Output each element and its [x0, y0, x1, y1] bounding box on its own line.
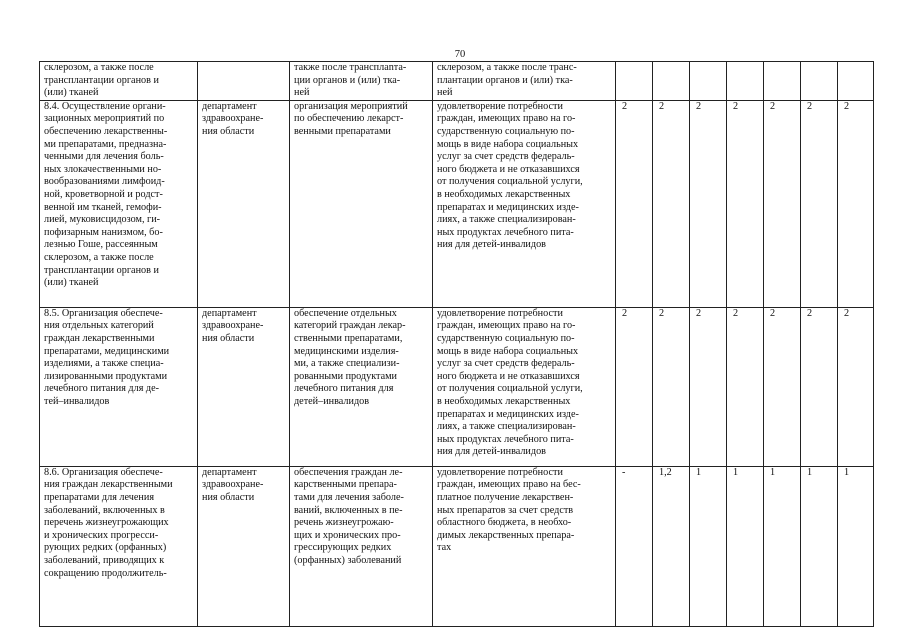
value-cell: - — [616, 466, 653, 626]
executor-cell: департамент здравоохране- ния области — [198, 466, 290, 626]
executor-cell: департамент здравоохране- ния области — [198, 307, 290, 466]
value-cell: 1 — [764, 466, 801, 626]
task-cell: 8.6. Организация обеспече- ния граждан лекарственными препаратами для лечения заболеваний, включенных в перечень жизнеугрожающих и хронических прогресси- рующих редких (орфанных) заболеваний, приводящих к сокращению продолжитель- — [40, 466, 198, 626]
value-cell: 2 — [838, 307, 874, 466]
value-cell: 2 — [653, 307, 690, 466]
value-cell — [727, 62, 764, 101]
activity-cell: организация мероприятий по обеспечению лекарст- венными препаратами — [290, 100, 433, 307]
value-cell: 2 — [727, 307, 764, 466]
task-cell: склерозом, а также после трансплантации органов и (или) тканей — [40, 62, 198, 101]
table-row — [40, 466, 874, 626]
value-cell: 2 — [690, 307, 727, 466]
value-cell: 1 — [727, 466, 764, 626]
table-row — [40, 62, 874, 101]
outcome-cell: удовлетворение потребности граждан, имеющих право на бес- платное получение лекарствен- ных препаратов за счет средств областного бюджета, в необхо- димых лекарственных препара- тах — [433, 466, 616, 626]
executor-cell: департамент здравоохране- ния области — [198, 100, 290, 307]
activity-cell: обеспечение отдельных категорий граждан лекар- ственными препаратами, медицинскими изделия- ми, а также специализи- рованными продуктами лечебного питания для детей–инвалидов — [290, 307, 433, 466]
value-cell — [653, 62, 690, 101]
value-cell: 2 — [764, 100, 801, 307]
value-cell: 1 — [690, 466, 727, 626]
value-cell: 2 — [838, 100, 874, 307]
activity-cell: также после трансплanта- ции органов и (или) тка- ней — [290, 62, 433, 101]
outcome-cell: склерозом, а также после транс- плантации органов и (или) тка- ней — [433, 62, 616, 101]
activity-cell: обеспечения граждан ле- карственными препара- тами для лечения заболе- ваний, включенных в пе- речень жизнеугрожаю- щих и хронических про- грессирующих редких (орфанных) заболеваний — [290, 466, 433, 626]
value-cell: 2 — [653, 100, 690, 307]
value-cell: 1,2 — [653, 466, 690, 626]
outcome-cell: удовлетворение потребности граждан, имеющих право на го- сударственную социальную по- мощь в виде набора социальных услуг за счет средств федераль- ного бюджета и не отказавшихся от получения социальной услуги, в необходимых лекарственных препаратах и медицинских изде- лиях, а также специализирован- ных продуктах лечебного пита- ния для детей-инвалидов — [433, 100, 616, 307]
value-cell: 2 — [801, 307, 838, 466]
value-cell: 2 — [727, 100, 764, 307]
value-cell: 2 — [616, 307, 653, 466]
value-cell: 2 — [801, 100, 838, 307]
value-cell — [690, 62, 727, 101]
value-cell: 1 — [838, 466, 874, 626]
value-cell — [838, 62, 874, 101]
program-table — [39, 61, 874, 627]
task-cell: 8.4. Осуществление органи- зационных мероприятий по обеспечению лекарственны- ми препаратами, предназна- ченными для лечения боль- ных злокачественными но- вообразованиями лимфоид- ной, кроветворной и родст- венной им тканей, гемофи- лией, муковисцидозом, ги- пофизарным нанизмом, бо- лезнью Гоше, рассеянным склерозом, а также после трансплантации органов и (или) тканей — [40, 100, 198, 307]
value-cell — [801, 62, 838, 101]
value-cell — [616, 62, 653, 101]
value-cell: 2 — [690, 100, 727, 307]
value-cell: 2 — [616, 100, 653, 307]
table-row — [40, 100, 874, 307]
value-cell — [764, 62, 801, 101]
executor-cell — [198, 62, 290, 101]
value-cell: 1 — [801, 466, 838, 626]
outcome-cell: удовлетворение потребности граждан, имеющих право на го- сударственную социальную по- мощь в виде набора социальных услуг за счет средств федераль- ного бюджета и не отказавшихся от получения социальной услуги, в необходимых лекарственных препаратах и медицинских изде- лиях, а также специализирован- ных продуктах лечебного пита- ния для детей-инвалидов — [433, 307, 616, 466]
page-number: 70 — [454, 49, 466, 60]
task-cell: 8.5. Организация обеспече- ния отдельных категорий граждан лекарственными препаратами, медицинскими изделиями, а также специа- лизированными продуктами лечебного питания для де- тей–инвалидов — [40, 307, 198, 466]
table-row — [40, 307, 874, 466]
value-cell: 2 — [764, 307, 801, 466]
